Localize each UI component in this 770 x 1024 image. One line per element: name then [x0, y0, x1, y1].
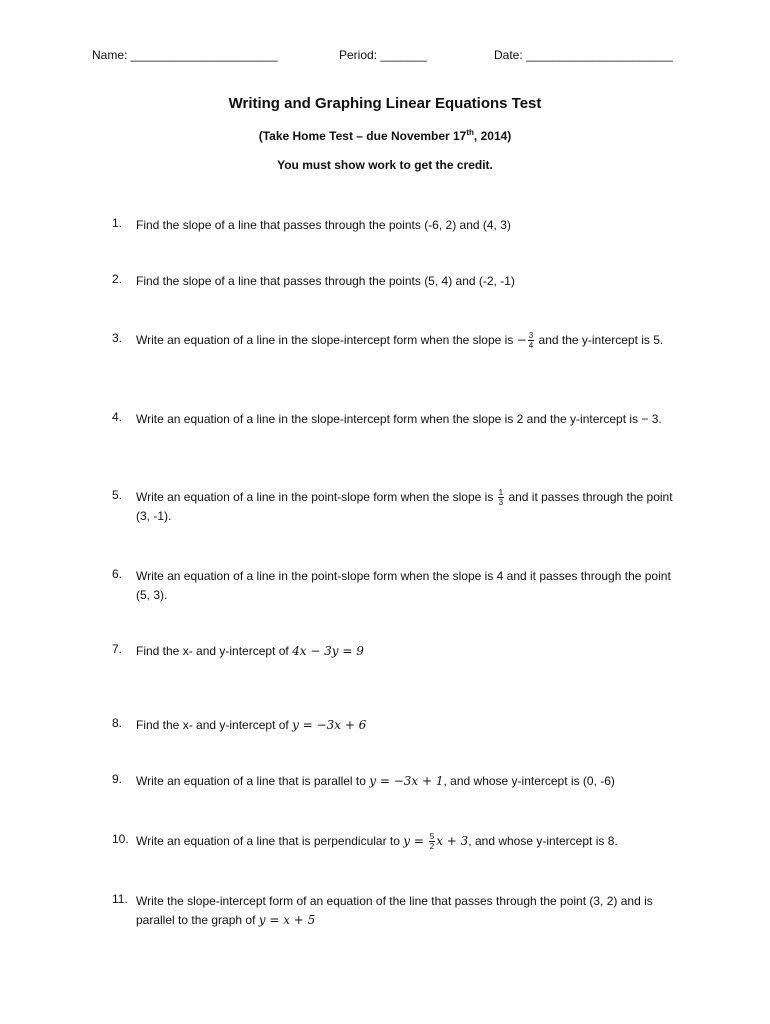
- question-text-end: , and whose y-intercept is 8.: [468, 834, 618, 848]
- question-number: 5.: [112, 488, 123, 502]
- question-text: Find the slope of a line that passes through the points (-6, 2) and (4, 3): [136, 218, 511, 232]
- question-text: [136, 488, 678, 526]
- question-text: Write an equation of a line in the slope-intercept form when the slope is 2 and the y-intercept is − 3.: [136, 412, 662, 426]
- fraction: [528, 331, 534, 350]
- name-field: Name: ______________________: [92, 48, 278, 62]
- fraction: [429, 832, 435, 851]
- header-row: [0, 48, 770, 66]
- fraction-denominator: 4: [528, 341, 534, 351]
- subtitle-suffix: , 2014): [473, 129, 512, 143]
- fraction-denominator: 2: [429, 842, 435, 852]
- question-text-start: Write an equation of a line in the slope-intercept form when the slope is: [136, 333, 517, 347]
- subtitle-sup: th: [466, 128, 474, 137]
- date-field: Date: ______________________: [494, 48, 673, 62]
- equation: y = −3x + 6: [292, 718, 367, 732]
- question-number: 10.: [112, 832, 129, 846]
- question-text: Write an equation of a line in the point-slope form when the slope is 4 and it passes through the point (5, 3).: [136, 569, 671, 602]
- question-number: 2.: [112, 272, 123, 286]
- question-number: 11.: [112, 892, 128, 906]
- question-number: 8.: [112, 716, 123, 730]
- question-number: 6.: [112, 567, 123, 581]
- equation-end: x + 3: [436, 834, 469, 848]
- question-text: [136, 832, 678, 851]
- question-text-start: Find the x- and y-intercept of: [136, 644, 293, 658]
- question-number: 1.: [112, 216, 123, 230]
- fraction-numerator: 5: [429, 832, 435, 842]
- minus-sign: −: [516, 333, 527, 347]
- fraction-numerator: 3: [528, 331, 534, 341]
- question-text: [136, 772, 678, 791]
- question-text-start: Write an equation of a line that is perpendicular to: [136, 834, 404, 848]
- question-number: 7.: [112, 642, 123, 656]
- fraction-denominator: 3: [498, 498, 504, 508]
- question-number: 4.: [112, 410, 123, 424]
- question-text: [136, 716, 678, 735]
- question-text: Find the slope of a line that passes through the points (5, 4) and (-2, -1): [136, 274, 515, 288]
- question-number: 9.: [112, 772, 123, 786]
- equation: y = x + 5: [258, 913, 316, 927]
- question-text-end: , and whose y-intercept is (0, -6): [443, 774, 615, 788]
- equation-start: y =: [403, 834, 428, 848]
- subtitle: [0, 128, 770, 143]
- question-text-end: and the y-intercept is 5.: [535, 333, 664, 347]
- question-text-start: Write an equation of a line in the point-slope form when the slope is: [136, 490, 497, 504]
- period-field: Period: _______: [339, 48, 428, 62]
- question-text-end: and it passes through the point (3, -1).: [136, 490, 673, 524]
- question-text: [136, 331, 678, 350]
- subtitle-prefix: (Take Home Test – due November 17: [258, 129, 467, 143]
- instruction: You must show work to get the credit.: [277, 158, 493, 172]
- question-text-start: Write the slope-intercept form of an equation of the line that passes through the point (3, 2) and is parallel to the graph of: [136, 894, 653, 927]
- fraction-numerator: 1: [498, 488, 504, 498]
- page-title: Writing and Graphing Linear Equations Test: [228, 95, 542, 112]
- equation: y = −3x + 1: [369, 774, 444, 788]
- question-number: 3.: [112, 331, 123, 345]
- question-text: [136, 892, 678, 930]
- question-text-start: Write an equation of a line that is parallel to: [136, 774, 370, 788]
- equation: 4x − 3y = 9: [292, 644, 364, 658]
- question-text-start: Find the x- and y-intercept of: [136, 718, 293, 732]
- fraction: [498, 488, 504, 507]
- question-text: [136, 642, 678, 661]
